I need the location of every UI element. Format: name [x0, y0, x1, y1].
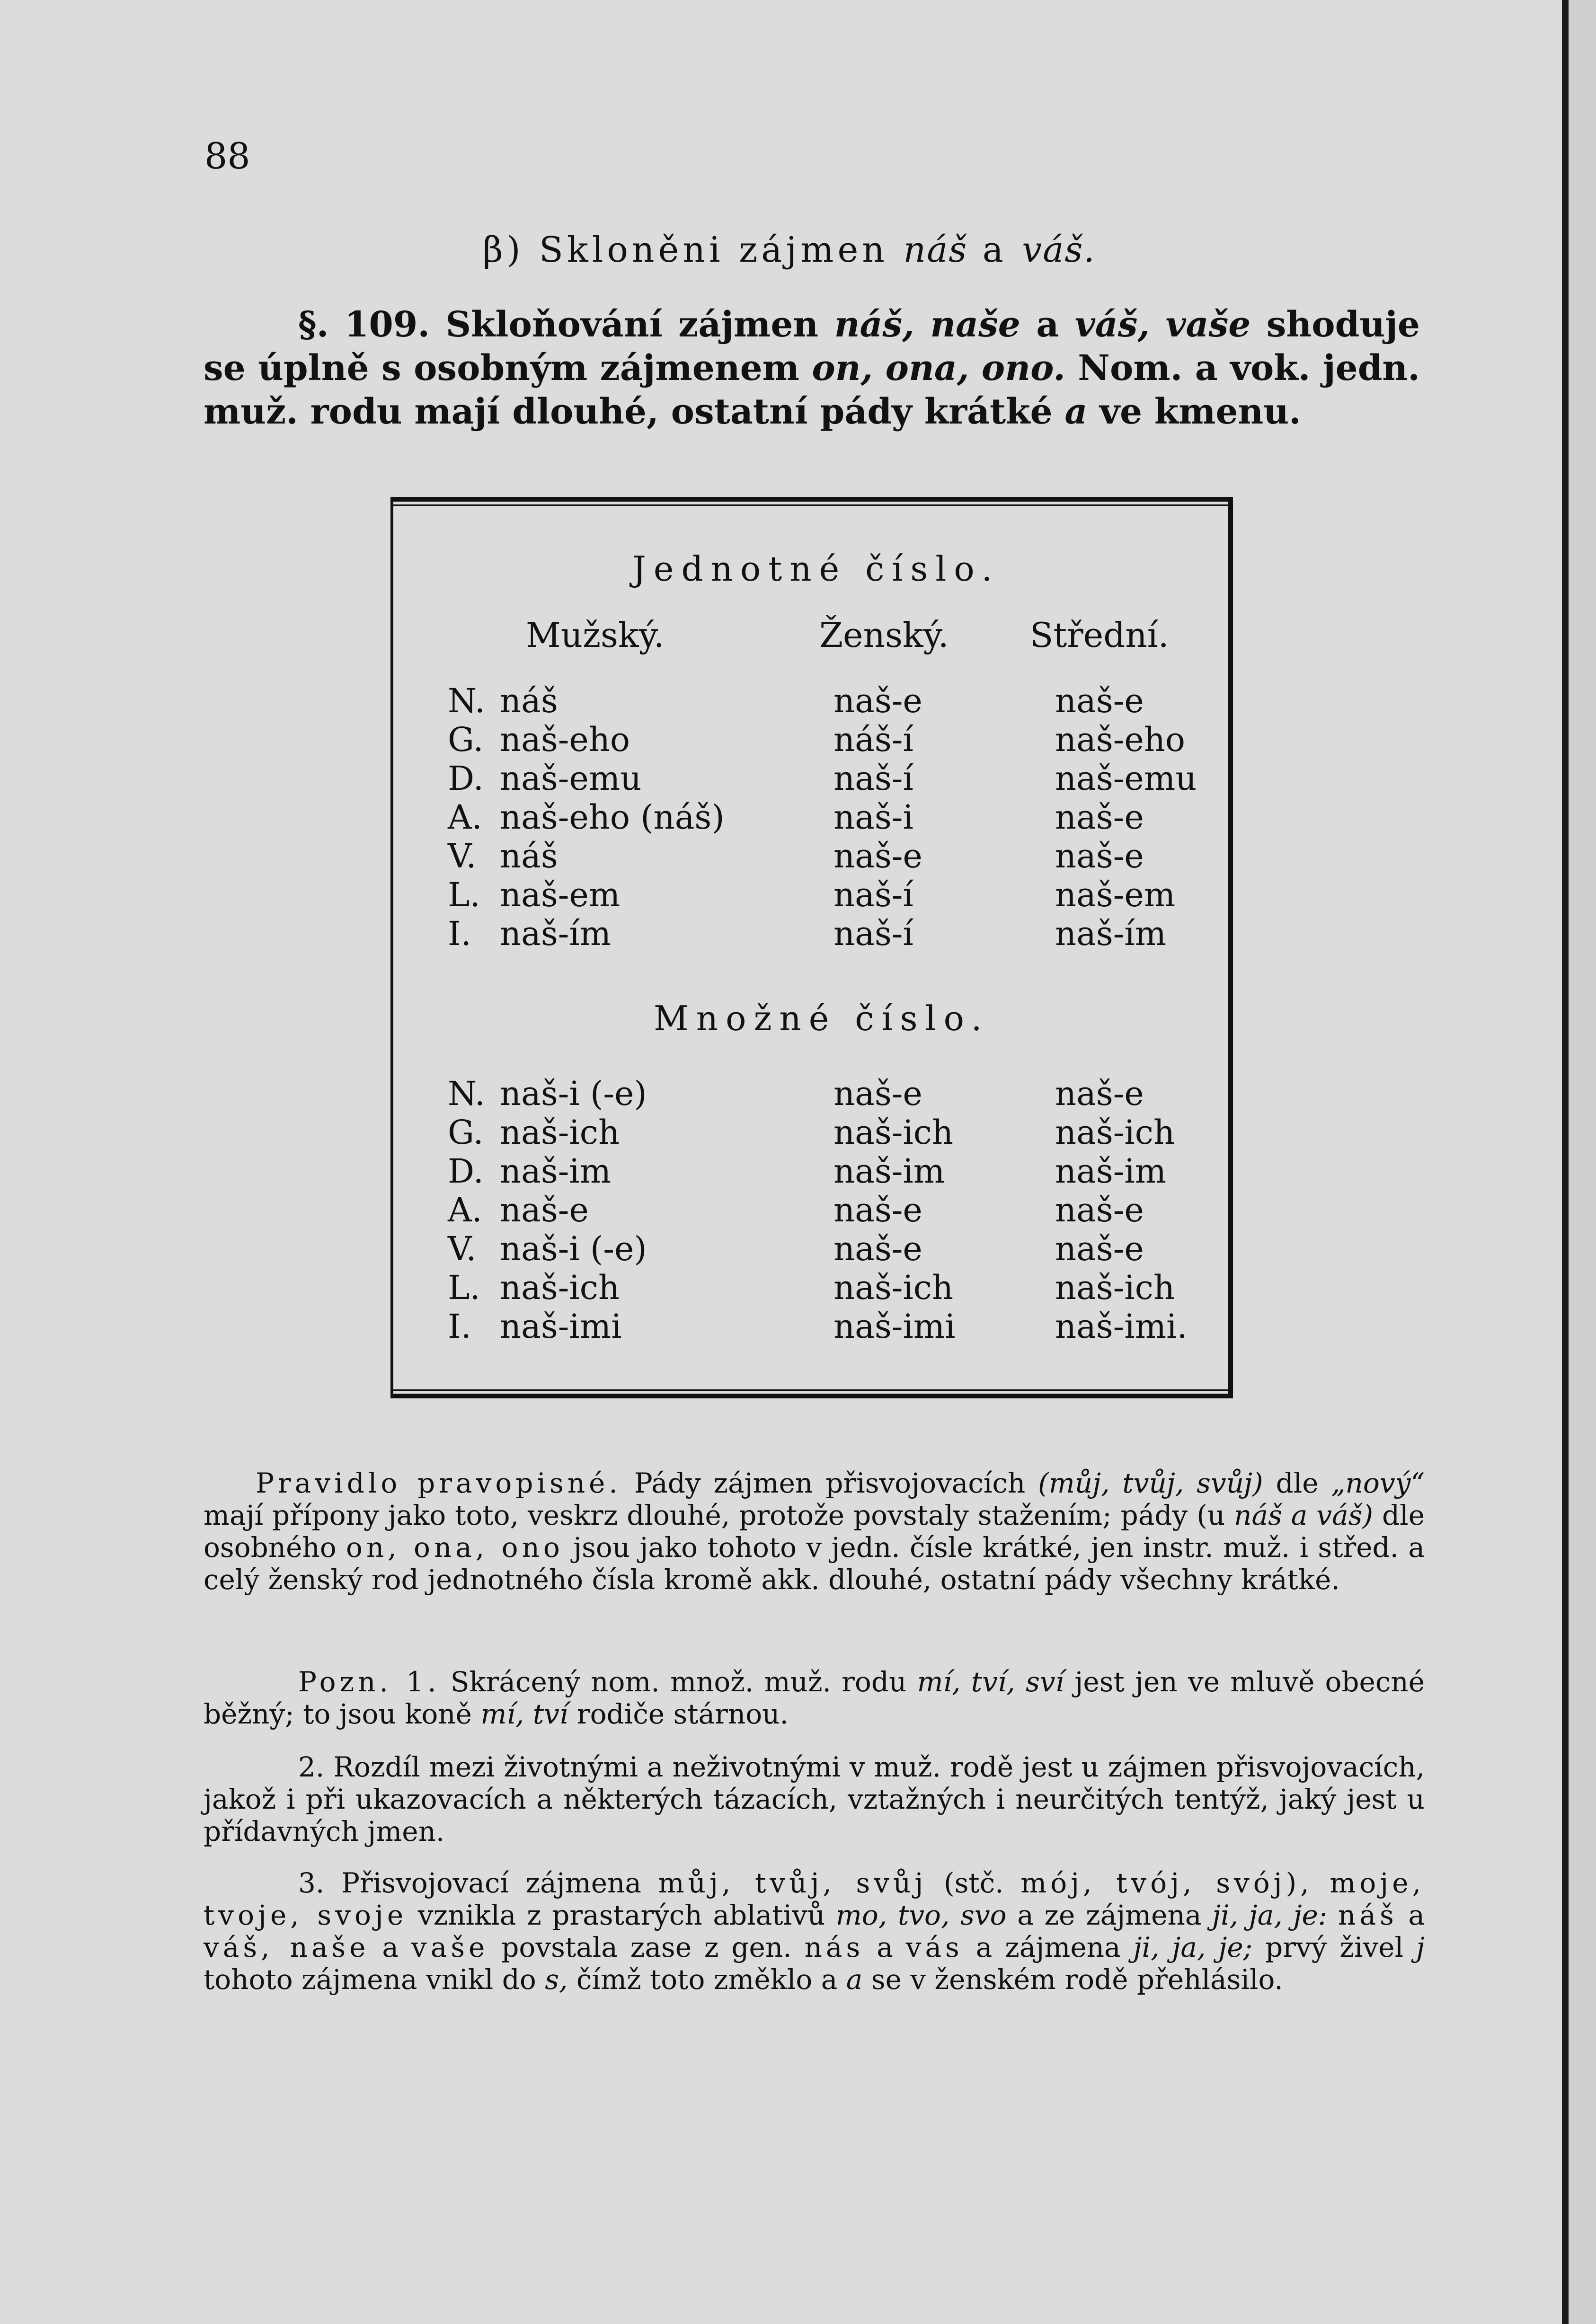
masculine-form: naš-imi	[500, 1307, 622, 1346]
case-label: N.	[448, 1074, 486, 1113]
declension-table	[390, 497, 1233, 1398]
case-label: D.	[448, 759, 484, 798]
case-label: I.	[448, 1307, 471, 1346]
neuter-form: naš-eho	[1055, 720, 1186, 759]
masculine-form: naš-eho	[500, 720, 630, 759]
masculine-form: náš	[500, 681, 558, 720]
plural-row	[393, 1229, 1236, 1268]
plural-row	[393, 1191, 1236, 1229]
masculine-form: naš-eho (náš)	[500, 798, 725, 837]
heading-word-2: váš.	[1022, 230, 1096, 270]
neuter-form: naš-imi.	[1055, 1307, 1188, 1346]
neuter-form: naš-im	[1055, 1152, 1167, 1191]
col-head-feminine: Ženský.	[819, 615, 949, 655]
feminine-form: naš-ich	[833, 1113, 954, 1152]
feminine-form: naš-i	[833, 798, 913, 837]
masculine-form: naš-ich	[500, 1268, 620, 1307]
col-head-masculine: Mužský.	[526, 615, 665, 655]
masculine-form: naš-em	[500, 875, 621, 914]
masculine-form: naš-i (-e)	[500, 1074, 647, 1113]
neuter-form: naš-ich	[1055, 1113, 1175, 1152]
page-number: 88	[204, 135, 250, 177]
feminine-form: naš-e	[833, 837, 922, 875]
singular-title: Jednotné číslo.	[632, 549, 1000, 589]
case-label: N.	[448, 681, 486, 720]
masculine-form: naš-ím	[500, 914, 612, 953]
neuter-form: naš-e	[1055, 1229, 1144, 1268]
neuter-form: naš-e	[1055, 1074, 1144, 1113]
intro-paragraph: §. 109. Skloňování zájmen náš, naše a váš, vaše shoduje se úplně s osobným zájmenem on, ona, ono. Nom. a vok. jedn. muž. rodu mají dlouhé, ostatní pády krátké a ve kmenu.	[204, 304, 1420, 432]
case-label: D.	[448, 1152, 484, 1191]
feminine-form: naš-imi	[833, 1307, 956, 1346]
case-label: G.	[448, 720, 484, 759]
case-label: L.	[448, 1268, 480, 1307]
masculine-form: naš-ich	[500, 1113, 620, 1152]
neuter-form: naš-emu	[1055, 759, 1197, 798]
singular-row	[393, 798, 1236, 837]
plural-title: Množné číslo.	[654, 999, 990, 1038]
case-label: V.	[448, 837, 477, 875]
case-label: A.	[448, 1191, 482, 1229]
neuter-form: naš-ich	[1055, 1268, 1175, 1307]
feminine-form: naš-e	[833, 1229, 922, 1268]
masculine-form: naš-im	[500, 1152, 612, 1191]
feminine-form: naš-í	[833, 914, 913, 953]
neuter-form: naš-e	[1055, 798, 1144, 837]
singular-row	[393, 875, 1236, 914]
masculine-form: náš	[500, 837, 558, 875]
case-label: L.	[448, 875, 480, 914]
plural-row	[393, 1152, 1236, 1191]
case-label: I.	[448, 914, 471, 953]
neuter-form: naš-ím	[1055, 914, 1167, 953]
singular-row	[393, 837, 1236, 875]
case-label: A.	[448, 798, 482, 837]
heading-conj: a	[982, 230, 1007, 270]
spelling-rule-paragraph: Pravidlo pravopisné. Pády zájmen přisvojovacích (můj, tvůj, svůj) dle „nový“ mají přípony jako toto, veskrz dlouhé, protože povstaly stažením; pády (u náš a váš) dle osobného on, ona, ono jsou jako tohoto v jedn. čísle krátké, jen instr. muž. i střed. a celý ženský rod jednotného čísla kromě akk. dlouhé, ostatní pády všechny krátké.	[204, 1467, 1425, 1596]
col-head-neuter: Střední.	[1030, 615, 1169, 655]
masculine-form: naš-e	[500, 1191, 589, 1229]
feminine-form: naš-í	[833, 875, 913, 914]
table-rule-top	[393, 504, 1228, 506]
adjacent-page-strip	[1569, 0, 1596, 2324]
neuter-form: naš-e	[1055, 1191, 1144, 1229]
heading-word-1: náš	[903, 230, 968, 270]
feminine-form: naš-im	[833, 1152, 945, 1191]
masculine-form: naš-i (-e)	[500, 1229, 647, 1268]
plural-row	[393, 1074, 1236, 1113]
feminine-form: naš-e	[833, 1074, 922, 1113]
note-3: 3. Přisvojovací zájmena můj, tvůj, svůj (stč. mój, tvój, svój), moje, tvoje, svoje vznikla z prastarých ablativů mo, tvo, svo a ze zájmena ji, ja, je: náš a váš, naše a vaše povstala zase z gen. nás a vás a zájmena ji, ja, je; prvý živel j tohoto zájmena vnikl do s, čímž toto změklo a a se v ženském rodě přehlásilo.	[204, 1867, 1425, 1996]
neuter-form: naš-e	[1055, 681, 1144, 720]
plural-row	[393, 1113, 1236, 1152]
feminine-form: náš-í	[833, 720, 913, 759]
feminine-form: naš-e	[833, 681, 922, 720]
singular-row	[393, 914, 1236, 953]
singular-row	[393, 759, 1236, 798]
feminine-form: naš-í	[833, 759, 913, 798]
table-rule-bottom	[393, 1389, 1228, 1391]
singular-row	[393, 720, 1236, 759]
neuter-form: naš-e	[1055, 837, 1144, 875]
feminine-form: naš-e	[833, 1191, 922, 1229]
singular-row	[393, 681, 1236, 720]
page-edge-shadow	[1562, 0, 1569, 2324]
feminine-form: naš-ich	[833, 1268, 954, 1307]
masculine-form: naš-emu	[500, 759, 642, 798]
section-heading	[483, 230, 1096, 270]
plural-row	[393, 1268, 1236, 1307]
note-2: 2. Rozdíl mezi životnými a neživotnými v muž. rodě jest u zájmen přisvojovacích, jakož i při ukazovacích a některých tázacích, vztažných i neurčitých tentýž, jaký jest u přídavných jmen.	[204, 1751, 1425, 1847]
case-label: G.	[448, 1113, 484, 1152]
neuter-form: naš-em	[1055, 875, 1176, 914]
plural-row	[393, 1307, 1236, 1346]
note-1: Pozn. 1. Skrácený nom. množ. muž. rodu mí, tví, sví jest jen ve mluvě obecné běžný; to jsou koně mí, tví rodiče stárnou.	[204, 1666, 1425, 1730]
heading-prefix: β) Skloněni zájmen	[483, 230, 888, 270]
case-label: V.	[448, 1229, 477, 1268]
